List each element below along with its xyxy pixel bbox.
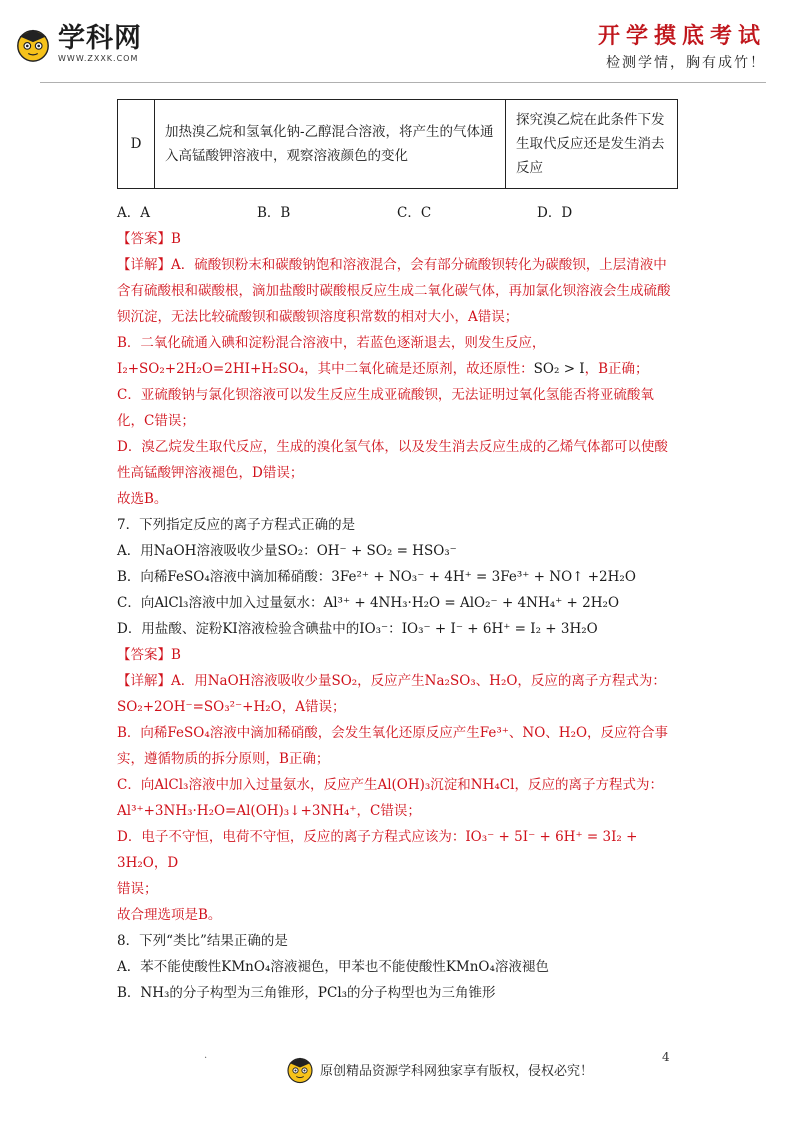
q6-answer: 【答案】B xyxy=(117,231,181,247)
q6-option-c[interactable]: C．C xyxy=(397,205,432,221)
purpose-cell: 探究溴乙烷在此条件下发生取代反应还是发生消去反应 xyxy=(506,100,678,189)
q7-detail-d1: D．电子不守恒，电荷不守恒，反应的离子方程式应该为：IO₃⁻ + 5I⁻ + 6H⁺ = 3I₂ + 3H₂O，D xyxy=(117,829,638,871)
q7-stem: 7．下列指定反应的离子方程式正确的是 xyxy=(117,517,356,533)
mascot-logo-icon xyxy=(14,25,52,63)
q6-option-d[interactable]: D．D xyxy=(537,205,573,221)
logo-name: 学科网 xyxy=(58,23,142,54)
page-header xyxy=(0,0,800,90)
q7-option-d-text: D．用盐酸、淀粉KI溶液检验含碘盐中的IO₃⁻： xyxy=(117,621,402,637)
q7-option-d-equation: IO₃⁻ + I⁻ + 6H⁺ = I₂ + 3H₂O xyxy=(401,621,598,637)
row-label: D xyxy=(118,100,155,189)
q7-answer: 【答案】B xyxy=(117,647,181,663)
q7-detail-c2: Al³⁺+3NH₃·H₂O=Al(OH)₃↓+3NH₄⁺，C错误； xyxy=(117,803,421,819)
q6-option-a[interactable]: A．A xyxy=(117,205,150,221)
q6-detail-d: D．溴乙烷发生取代反应，生成的溴化氢气体，以及发生消去反应生成的乙烯气体都可以使酸性高锰酸钾溶液褪色，D错误； xyxy=(117,439,668,481)
q7-option-b[interactable] xyxy=(117,564,680,590)
q7-detail-a1: 【详解】A．用NaOH溶液吸收少量SO₂，反应产生Na₂SO₃、H₂O，反应的离子方程式为： xyxy=(117,673,666,689)
site-logo[interactable] xyxy=(14,24,142,63)
q6-options xyxy=(117,200,680,226)
q7-option-b-text: B．向稀FeSO₄溶液中滴加稀硝酸： xyxy=(117,569,332,585)
copyright-notice: 原创精品资源学科网独家享有版权，侵权必究！ xyxy=(320,1064,594,1079)
q7-option-b-equation: 3Fe²⁺ + NO₃⁻ + 4H⁺ = 3Fe³⁺ + NO↑ +2H₂O xyxy=(331,569,636,585)
q7-conclusion: 故合理选项是B。 xyxy=(117,907,222,923)
q7-detail-c1: C．向AlCl₃溶液中加入过量氨水，反应产生Al(OH)₃沉淀和NH₄Cl，反应的离子方程式为： xyxy=(117,777,663,793)
q6-detail-b2-formula: SO₂ > I xyxy=(533,361,585,377)
q6-detail-b2 xyxy=(117,356,680,382)
table-row xyxy=(118,100,678,189)
q7-option-a-equation: OH⁻ + SO₂ = HSO₃⁻ xyxy=(316,543,457,559)
q7-option-c-text: C．向AlCl₃溶液中加入过量氨水： xyxy=(117,595,324,611)
q7-option-c-equation: Al³⁺ + 4NH₃·H₂O = AlO₂⁻ + 4NH₄⁺ + 2H₂O xyxy=(323,595,620,611)
brand-subtitle: 检测学情，胸有成竹！ xyxy=(606,55,766,71)
q8-stem: 8．下列“类比”结果正确的是 xyxy=(117,933,288,949)
q6-option-b[interactable]: B．B xyxy=(257,205,291,221)
page-number: 4 xyxy=(662,1050,670,1064)
document-body xyxy=(117,200,680,1006)
q7-option-a-text: A．用NaOH溶液吸收少量SO₂： xyxy=(117,543,317,559)
q6-detail-b2-pre: I₂+SO₂+2H₂O=2HI+H₂SO₄，其中二氧化硫是还原剂，故还原性： xyxy=(117,361,534,377)
q8-option-b[interactable]: B．NH₃的分子构型为三角锥形，PCl₃的分子构型也为三角锥形 xyxy=(117,985,496,1001)
q7-detail-d2: 错误； xyxy=(117,881,158,897)
operation-cell: 加热溴乙烷和氢氧化钠-乙醇混合溶液，将产生的气体通入高锰酸钾溶液中，观察溶液颜色的变化 xyxy=(155,100,506,189)
q6-detail-a: 【详解】A．硫酸钡粉末和碳酸钠饱和溶液混合，会有部分硫酸钡转化为碳酸钡，上层清液中含有硫酸根和碳酸根，滴加盐酸时碳酸根反应生成二氧化碳气体，再加氯化钡溶液会生成硫酸钡沉淀，无法比较硫酸钡和碳酸钡溶度积常数的相对大小，A错误； xyxy=(117,257,671,325)
q7-option-a[interactable] xyxy=(117,538,680,564)
q6-detail-c: C．亚硫酸钠与氯化钡溶液可以发生反应生成亚硫酸钡，无法证明过氧化氢能否将亚硫酸氧化，C错误； xyxy=(117,387,654,429)
exam-brand xyxy=(598,22,766,72)
header-divider xyxy=(40,82,766,83)
mascot-footer-icon xyxy=(285,1054,315,1084)
logo-url: WWW.ZXXK.COM xyxy=(58,54,139,63)
q6-detail-b2-post: ，B正确； xyxy=(584,361,649,377)
q7-detail-a2: SO₂+2OH⁻=SO₃²⁻+H₂O，A错误； xyxy=(117,699,346,715)
q7-option-d[interactable] xyxy=(117,616,680,642)
q6-conclusion: 故选B。 xyxy=(117,491,168,507)
q8-option-a[interactable]: A．苯不能使酸性KMnO₄溶液褪色，甲苯也不能使酸性KMnO₄溶液褪色 xyxy=(117,959,549,975)
experiment-table xyxy=(117,99,678,189)
footer-dot: . xyxy=(204,1050,208,1061)
brand-title: 开学摸底考试 xyxy=(597,23,766,49)
q7-option-c[interactable] xyxy=(117,590,680,616)
q7-detail-b: B．向稀FeSO₄溶液中滴加稀硝酸，会发生氧化还原反应产生Fe³⁺、NO、H₂O，反应符合事实，遵循物质的拆分原则，B正确； xyxy=(117,725,669,767)
page-footer xyxy=(0,1048,800,1088)
q6-detail-b1: B．二氧化硫通入碘和淀粉混合溶液中，若蓝色逐渐退去，则发生反应， xyxy=(117,335,546,351)
